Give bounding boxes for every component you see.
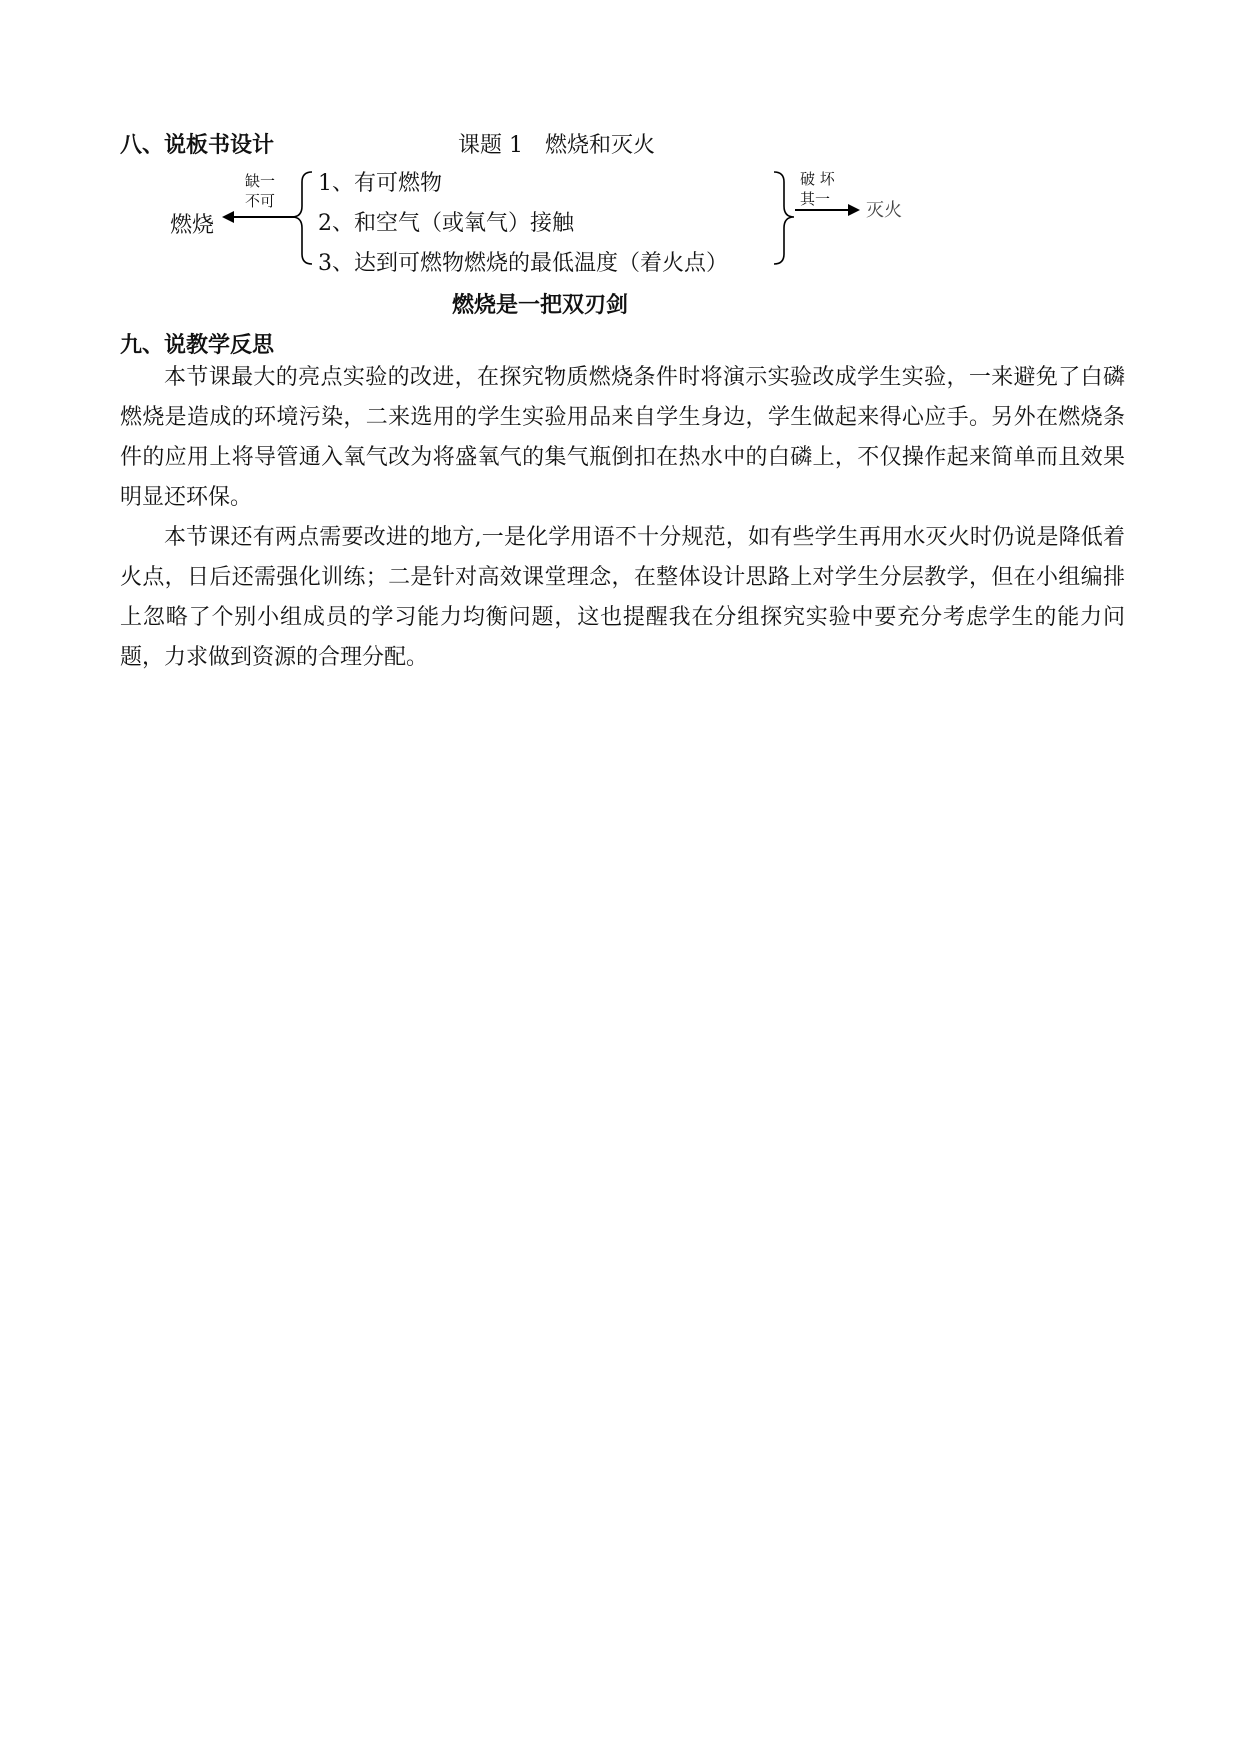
reflection-paragraph-2: 本节课还有两点需要改进的地方,一是化学用语不十分规范，如有些学生再用水灭火时仍说是降低着火点，日后还需强化训练；二是针对高效课堂理念，在整体设计思路上对学生分层教学，但在小组编排上忽略了个别小组成员的学习能力均衡问题，这也提醒我在分组探究实验中要充分考虑学生的能力问题，力求做到资源的合理分配。: [120, 525, 1125, 670]
section-8-heading: 八、说板书设计: [120, 133, 275, 158]
right-arrow-label-top: 破 坏: [800, 170, 835, 188]
right-arrow-label-bottom: 其一: [800, 190, 831, 208]
section-9-heading: 九、说教学反思: [120, 333, 275, 358]
left-arrow-label-bottom: 不可: [245, 192, 276, 210]
conclusion-text: 燃烧是一把双刃剑: [452, 293, 629, 318]
right-brace: [774, 172, 794, 264]
lesson-title: 课题 1 燃烧和灭火: [458, 133, 655, 158]
left-arrow-label-top: 缺一: [245, 172, 276, 190]
extinguish-term: 灭火: [866, 200, 902, 221]
left-arrow-head: [222, 211, 234, 223]
reflection-paragraph-1: 本节课最大的亮点实验的改进，在探究物质燃烧条件时将演示实验改成学生实验，一来避免了白磷燃烧是造成的环境污染，二来选用的学生实验用品来自学生身边，学生做起来得心应手。另外在燃烧条件的应用上将导管通入氧气改为将盛氧气的集气瓶倒扣在热水中的白磷上，不仅操作起来简单而且效果明显还环保。: [120, 365, 1125, 510]
left-brace: [292, 172, 312, 264]
condition-1: 1、有可燃物: [318, 171, 442, 196]
right-arrow-head: [848, 204, 860, 216]
condition-2: 2、和空气（或氧气）接触: [318, 211, 574, 236]
combustion-term: 燃烧: [170, 213, 215, 238]
condition-3: 3、达到可燃物燃烧的最低温度（着火点）: [318, 251, 728, 276]
